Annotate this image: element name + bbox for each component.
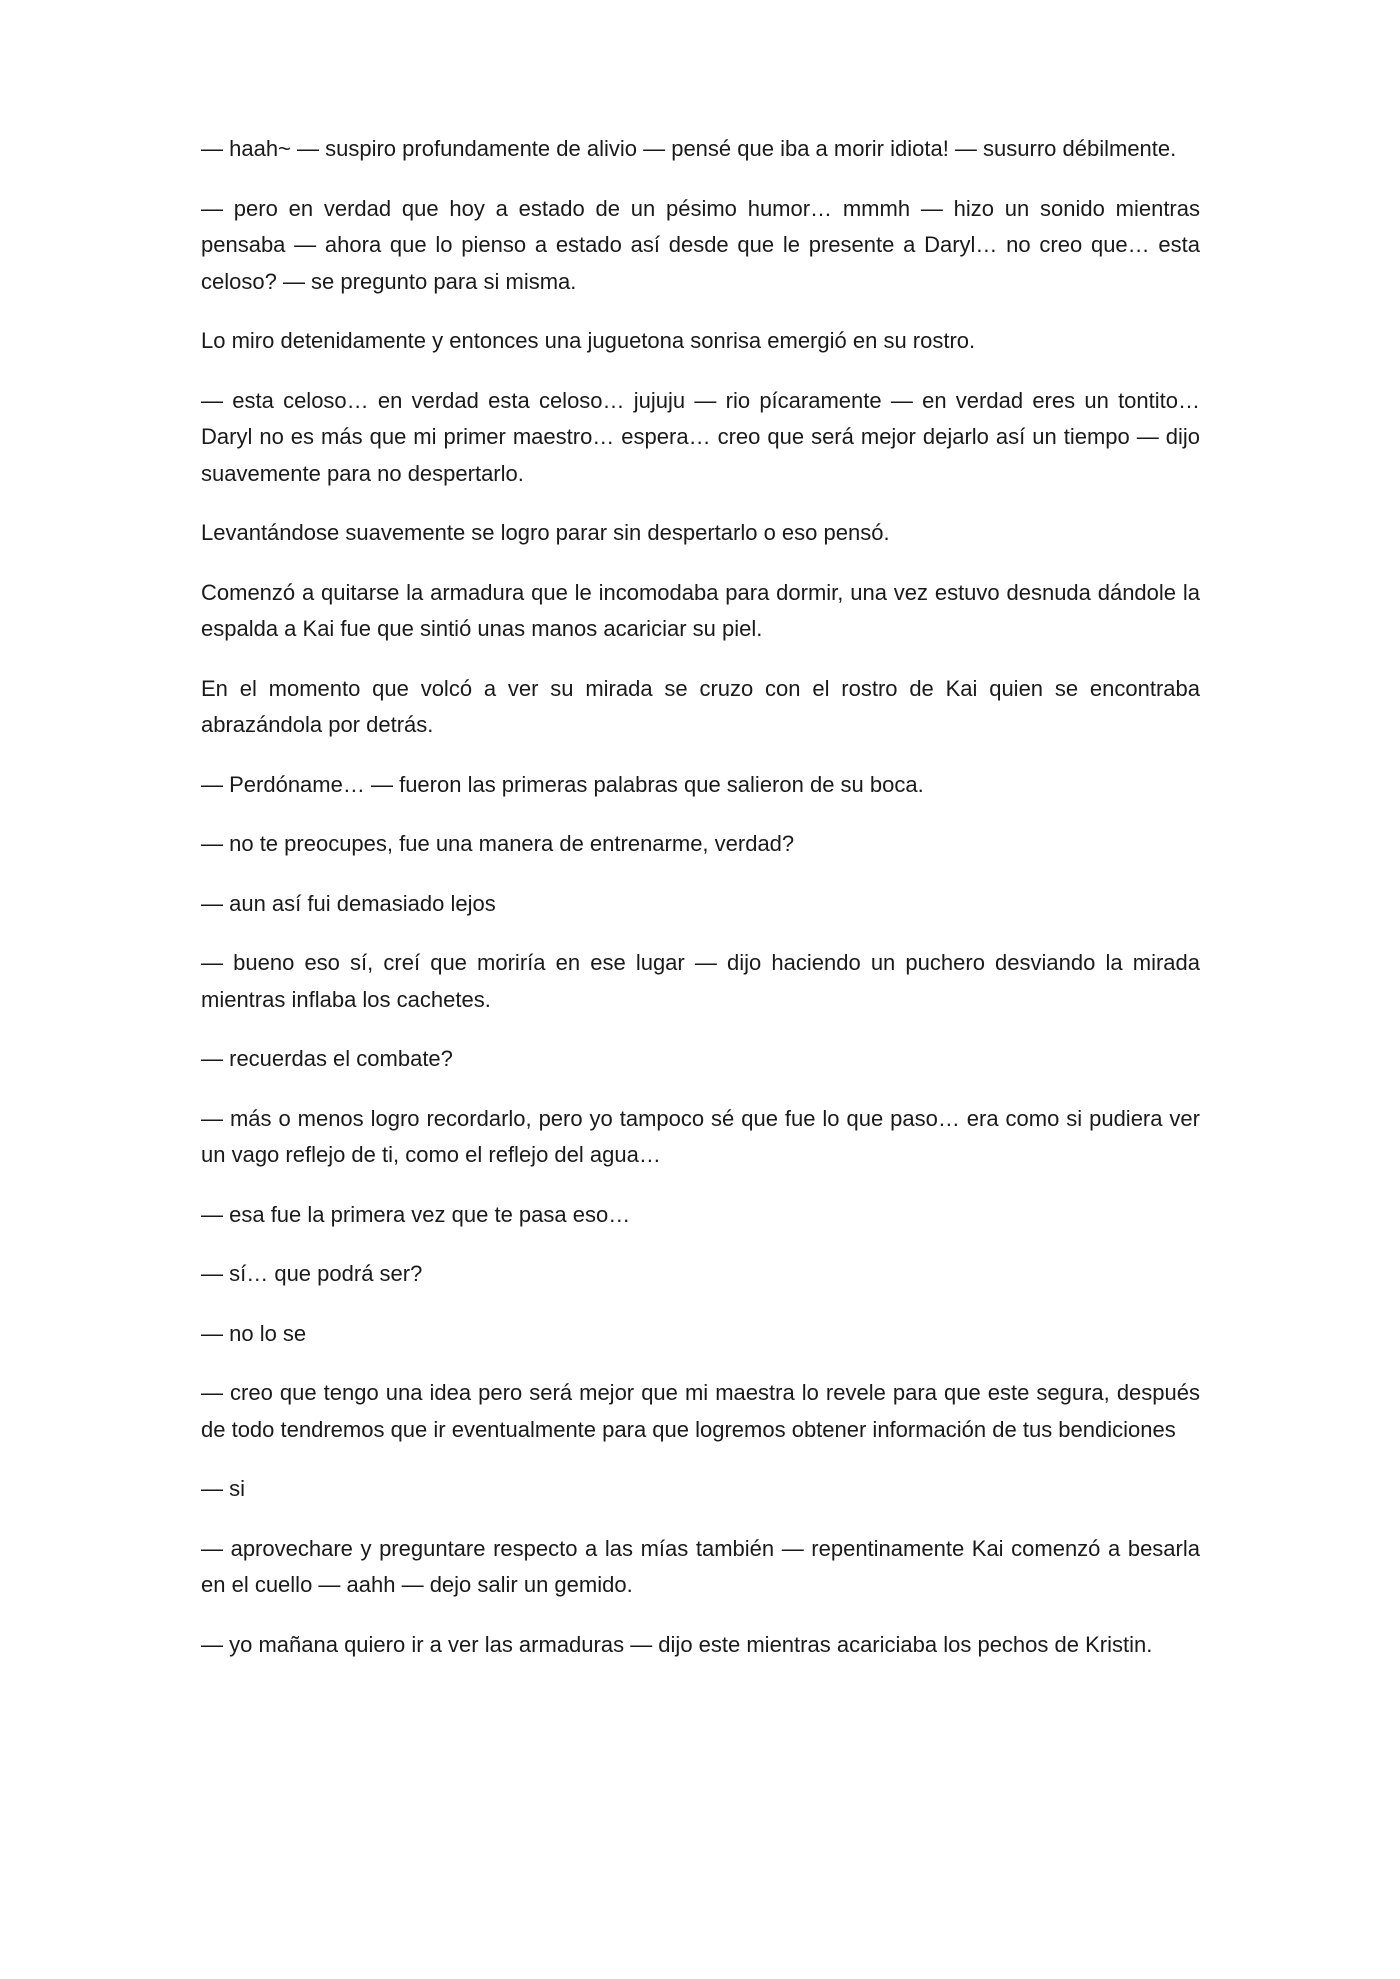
paragraph: Comenzó a quitarse la armadura que le incomodaba para dormir, una vez estuvo desnuda dándole la espalda a Kai fue que sintió unas manos acariciar su piel. — [201, 579, 1200, 641]
paragraph: — esta celoso… en verdad esta celoso… jujuju — rio pícaramente — en verdad eres un tontito… Daryl no es más que mi primer maestro… espera… creo que será mejor dejarlo así un tiempo — dijo suavemente para no despertarlo. — [201, 387, 1200, 486]
document-body — [201, 131, 1200, 1686]
paragraph: — yo mañana quiero ir a ver las armaduras — dijo este mientras acariciaba los pechos de Kristin. — [201, 1631, 1153, 1657]
paragraph: En el momento que volcó a ver su mirada se cruzo con el rostro de Kai quien se encontraba abrazándola por detrás. — [201, 675, 1200, 737]
paragraph: Levantándose suavemente se logro parar sin despertarlo o eso pensó. — [201, 520, 890, 545]
paragraph: — esa fue la primera vez que te pasa eso… — [201, 1201, 631, 1227]
paragraph: Lo miro detenidamente y entonces una juguetona sonrisa emergió en su rostro. — [201, 328, 976, 353]
paragraph: — sí… que podrá ser? — [201, 1261, 423, 1286]
paragraph: — haah~ — suspiro profundamente de alivio — pensé que iba a morir idiota! — susurro débilmente. — [201, 136, 1177, 161]
paragraph: — si — [201, 1476, 245, 1501]
paragraph: — recuerdas el combate? — [201, 1046, 453, 1071]
paragraph: — no lo se — [201, 1320, 307, 1346]
paragraph: — aprovechare y preguntare respecto a las mías también — repentinamente Kai comenzó a besarla en el cuello — aahh — dejo salir un gemido. — [201, 1535, 1200, 1597]
paragraph: — creo que tengo una idea pero será mejor que mi maestra lo revele para que este segura, después de todo tendremos que ir eventualmente para que logremos obtener información de tus bendiciones — [201, 1380, 1200, 1442]
paragraph: — pero en verdad que hoy a estado de un pésimo humor… mmmh — hizo un sonido mientras pensaba — ahora que lo pienso a estado así desde que le presente a Daryl… no creo que… esta celoso? — se pregunto para si misma. — [201, 195, 1200, 294]
paragraph: — bueno eso sí, creí que moriría en ese lugar — dijo haciendo un puchero desviando la mirada mientras inflaba los cachetes. — [201, 950, 1200, 1012]
paragraph: — aun así fui demasiado lejos — [201, 890, 496, 916]
paragraph: — Perdóname… — fueron las primeras palabras que salieron de su boca. — [201, 771, 924, 797]
paragraph: — no te preocupes, fue una manera de entrenarme, verdad? — [201, 831, 795, 856]
paragraph: — más o menos logro recordarlo, pero yo tampoco sé que fue lo que paso… era como si pudiera ver un vago reflejo de ti, como el reflejo del agua… — [201, 1105, 1200, 1167]
